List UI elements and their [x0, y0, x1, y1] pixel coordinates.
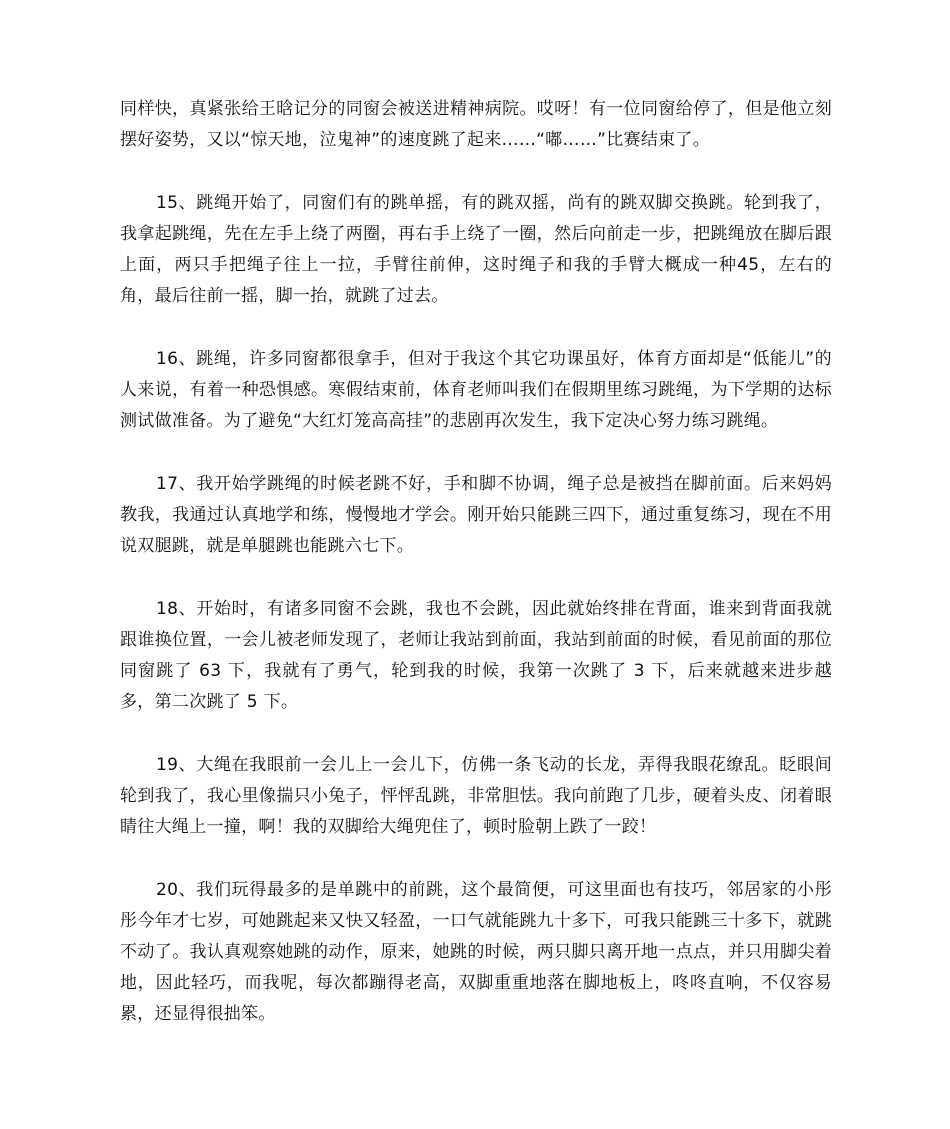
- paragraph-line: 小彤彤今年才七岁，可她跳起来又快又轻盈，一口气就能跳九十多下，可我只能跳三十多: [120, 880, 833, 931]
- paragraph-line: 现在不用说双腿跳，就是单腿跳也能跳六七下。: [120, 505, 832, 556]
- paragraph: [120, 469, 832, 562]
- paragraph-line: 了，我拿起跳绳，先在左手上绕了两圈，再右手上绕了一圈，然后向前走一步，把跳绳放: [120, 193, 833, 244]
- paragraph-line: 面的那位同窗跳了 63 下，我就有了勇气，轮到我的时候，我第一次跳了 3 下，后来就越: [120, 630, 832, 681]
- paragraph-line: 在脚后跟上面，两只手把绳子往上一拉，手臂往前伸，这时绳子和我的手臂大概成一种: [120, 224, 832, 275]
- paragraph-line: 18、开始时，有诸多同窗不会跳，我也不会跳，因此就始终排在背面，谁来到背面: [156, 599, 798, 619]
- paragraph-line: 20、我们玩得最多的是单跳中的前跳，这个最简便，可这里面也有技巧，邻居家的: [156, 880, 798, 900]
- paragraph-line: 眼间轮到我了，我心里像揣只小兔子，怦怦乱跳，非常胆怯。我向前跑了几步，硬着头皮、: [120, 755, 833, 806]
- paragraph-line: 儿”的人来说，有着一种恐惧感。寒假结束前，体育老师叫我们在假期里练习跳绳，为下: [120, 349, 832, 400]
- document-body: [120, 94, 832, 1062]
- paragraph: [120, 188, 832, 312]
- paragraph-line: 下，就跳不动了。我认真观察她跳的动作，原来，她跳的时候，两只脚只离开地一点点，: [120, 911, 832, 962]
- paragraph-line: 闭着眼睛往大绳上一撞，啊！我的双脚给大绳兜住了，顿时脸朝上跌了一跤！: [120, 786, 832, 837]
- paragraph-line: 学期的达标测试做准备。为了避免“大红灯笼高高挂”的悲剧再次发生，我下定决心努力: [120, 380, 832, 431]
- paragraph: [120, 875, 832, 1030]
- paragraph-line: 立刻摆好姿势，又以“惊天地，泣鬼神”的速度跳了起来……“嘟……”比赛结束了。: [120, 99, 832, 150]
- paragraph-line: 练习跳绳。: [691, 411, 779, 431]
- paragraph-line: 16、跳绳，许多同窗都很拿手，但对于我这个其它功课虽好，体育方面却是“低能: [156, 349, 788, 369]
- paragraph-line: 17、我开始学跳绳的时候老跳不好，手和脚不协调，绳子总是被挡在脚前面。后来: [156, 474, 798, 494]
- paragraph-line: 来进步越多，第二次跳了 5 下。: [120, 661, 833, 712]
- paragraph-line: 我就跟谁换位置，一会儿被老师发现了，老师让我站到前面，我站到前面的时候，看见前: [120, 599, 833, 650]
- paragraph-line: 15、跳绳开始了，同窗们有的跳单摇，有的跳双摇，尚有的跳双脚交换跳。轮到我: [156, 193, 798, 213]
- paragraph: [120, 750, 832, 843]
- paragraph-line: 45，左右的角，最后往前一摇，脚一抬，就跳了过去。: [120, 255, 832, 306]
- paragraph-line: 同样快，真紧张给王晗记分的同窗会被送进精神病院。哎呀！有一位同窗给停了，但是他: [120, 99, 798, 119]
- paragraph: [120, 594, 832, 718]
- paragraph-line: 妈妈教我，我通过认真地学和练，慢慢地才学会。刚开始只能跳三四下，通过重复练习，: [120, 474, 833, 525]
- paragraph-line: 直响，不仅容易累，还显得很拙笨。: [120, 973, 832, 1024]
- paragraph-line: 19、大绳在我眼前一会儿上一会儿下，仿佛一条飞动的长龙，弄得我眼花缭乱。眨: [156, 755, 798, 775]
- paragraph: [120, 344, 832, 437]
- paragraph: [120, 94, 832, 156]
- paragraph-line: 并只用脚尖着地，因此轻巧，而我呢，每次都蹦得老高，双脚重重地落在脚地板上，咚咚: [120, 942, 832, 993]
